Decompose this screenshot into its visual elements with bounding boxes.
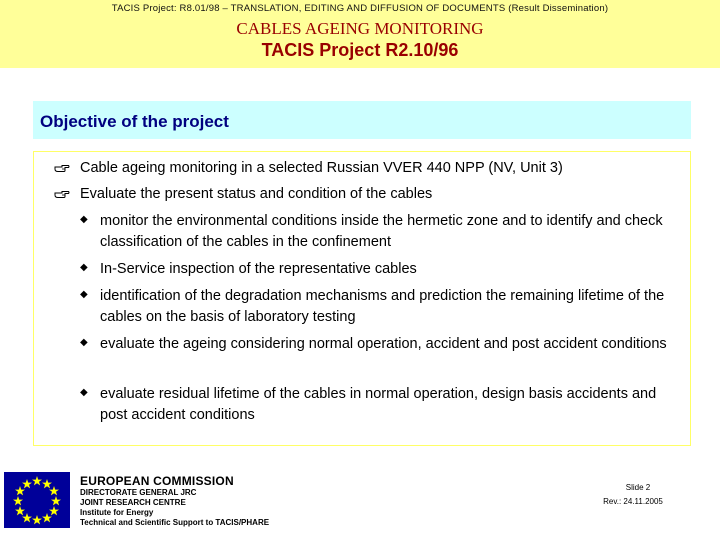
bullet-text: Evaluate the present status and condition of the cables <box>80 186 433 202</box>
sub-bullet-text: In-Service inspection of the representative cables <box>100 261 417 277</box>
revision-date: Rev.: 24.11.2005 <box>603 497 663 506</box>
sub-bullet-text: evaluate the ageing considering normal operation, accident and post accident conditions <box>100 336 667 352</box>
objective-banner <box>33 101 691 139</box>
project-line: TACIS Project: R8.01/98 – TRANSLATION, EDITING AND DIFFUSION OF DOCUMENTS (Result Dissemination) <box>111 3 609 14</box>
diamond-bullet-icon: ◆ <box>80 337 88 348</box>
diamond-bullet-icon: ◆ <box>80 214 88 225</box>
slide-header <box>0 0 720 68</box>
org-name: EUROPEAN COMMISSION <box>80 474 234 488</box>
org-line: DIRECTORATE GENERAL JRC <box>80 488 197 497</box>
org-line: JOINT RESEARCH CENTRE <box>80 498 186 507</box>
org-line: Institute for Energy <box>80 508 154 517</box>
sub-bullet-text: evaluate residual lifetime of the cables in normal operation, design basis accidents and post accident conditions <box>100 386 657 423</box>
objective-heading: Objective of the project <box>40 112 229 131</box>
diamond-bullet-icon: ◆ <box>80 387 88 398</box>
diamond-bullet-icon: ◆ <box>80 289 88 300</box>
eu-flag-logo <box>4 472 70 528</box>
slide-title: CABLES AGEING MONITORING <box>236 19 484 38</box>
sub-bullet-text: monitor the environmental conditions inside the hermetic zone and to identify and check classification of the cables in the confinement <box>100 213 663 250</box>
diamond-bullet-icon: ◆ <box>80 262 88 273</box>
bullet-text: Cable ageing monitoring in a selected Russian VVER 440 NPP (NV, Unit 3) <box>80 160 563 176</box>
slide-number: Slide 2 <box>625 483 651 492</box>
pointing-hand-icon <box>54 158 70 178</box>
organization-block <box>80 474 269 528</box>
slide-subtitle: TACIS Project R2.10/96 <box>261 40 459 60</box>
pointing-hand-icon <box>54 184 70 204</box>
org-line: Technical and Scientific Support to TACIS/PHARE <box>80 518 270 527</box>
sub-bullet-text: identification of the degradation mechanisms and prediction the remaining lifetime of the cables on the basis of laboratory testing <box>100 288 665 325</box>
content-box <box>33 151 691 446</box>
